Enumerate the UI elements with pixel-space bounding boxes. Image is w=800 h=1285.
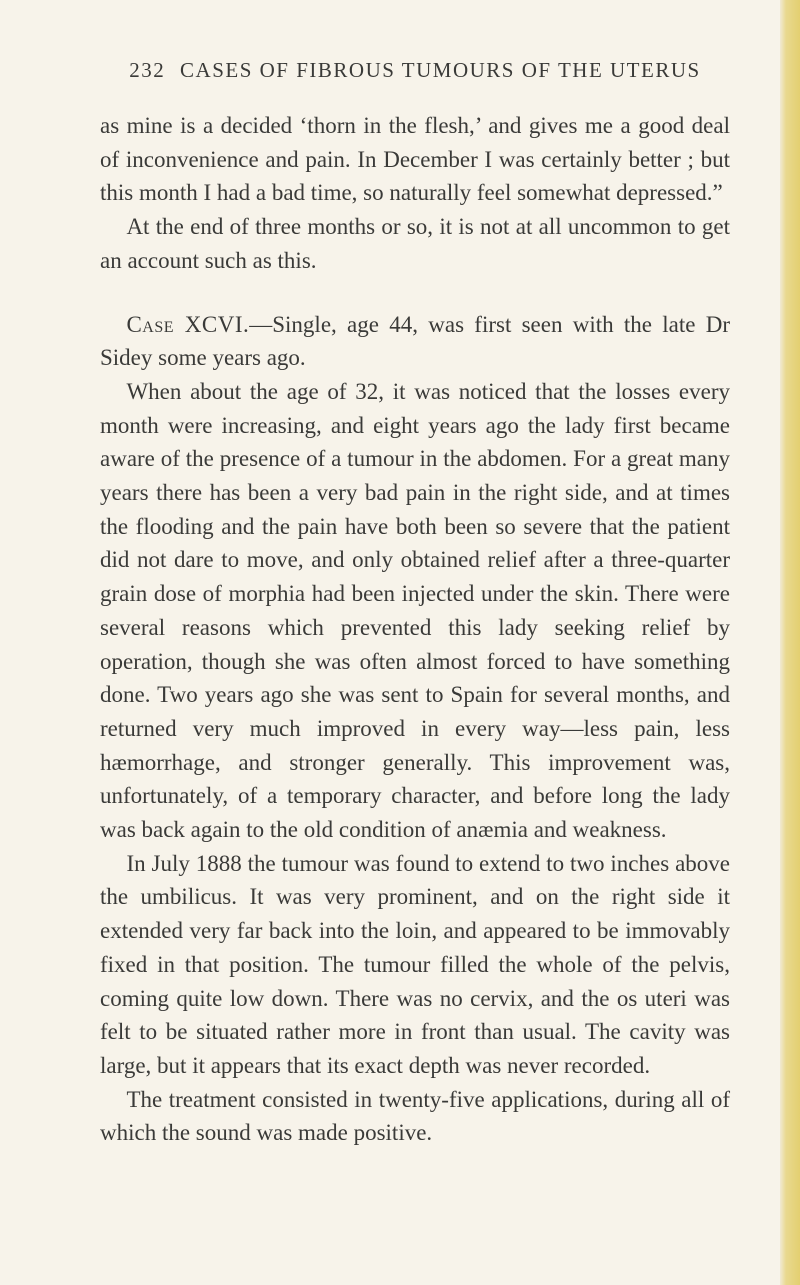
page-number: 232 (129, 58, 166, 82)
paragraph-5 (100, 847, 730, 1083)
paragraph-6 (100, 1083, 730, 1150)
paragraph-text: —Single, age 44, was first seen with the late Dr Sidey some years ago. (100, 311, 730, 371)
paragraph-2 (100, 210, 730, 277)
case-number: Case XCVI. (126, 311, 250, 337)
paragraph-text: In July 1888 the tumour was found to extend to two inches above the umbilicus. It was very prominent, and on the right side it extended very far back into the loin, and appeared to be immovably fixed in that position. The tumour filled the whole of the pelvis, coming quite low down. There was no cervix, and the os uteri was felt to be situated rather more in front than usual. The cavity was large, but it appears that its exact depth was never recorded. (100, 850, 730, 1078)
paragraph-1 (100, 109, 730, 210)
running-header (100, 58, 730, 83)
paragraph-text: The treatment consisted in twenty-five applications, during all of which the sound was made positive. (100, 1086, 730, 1146)
page-edge (780, 0, 800, 1285)
paragraph-text: as mine is a decided ‘thorn in the flesh,’ and gives me a good deal of inconvenience and pain. In December I was certainly better ; but this month I had a bad time, so naturally feel somewhat depressed.” (100, 113, 730, 206)
book-page (100, 58, 730, 1150)
paragraph-text: When about the age of 32, it was noticed that the losses every month were increasing, and eight years ago the lady first became aware of the presence of a tumour in the abdomen. For a great many years there has been a very bad pain in the right side, and at times the flooding and the pain have both been so severe that the patient did not dare to move, and only obtained relief after a three-quarter grain dose of morphia had been injected under the skin. There were several reasons which prevented this lady seeking relief by operation, though she was often almost forced to have something done. Two years ago she was sent to Spain for several months, and returned very much improved in every way—less pain, less hæmorrhage, and stronger generally. This improvement was, unfortunately, of a temporary character, and before long the lady was back again to the old condition of anæmia and weakness. (100, 378, 730, 843)
paragraph-text: At the end of three months or so, it is not at all uncommon to get an account such as this. (100, 214, 730, 273)
paragraph-4 (100, 375, 730, 847)
running-title: CASES OF FIBROUS TUMOURS OF THE UTERUS (180, 58, 701, 82)
case-heading-paragraph (100, 308, 730, 375)
